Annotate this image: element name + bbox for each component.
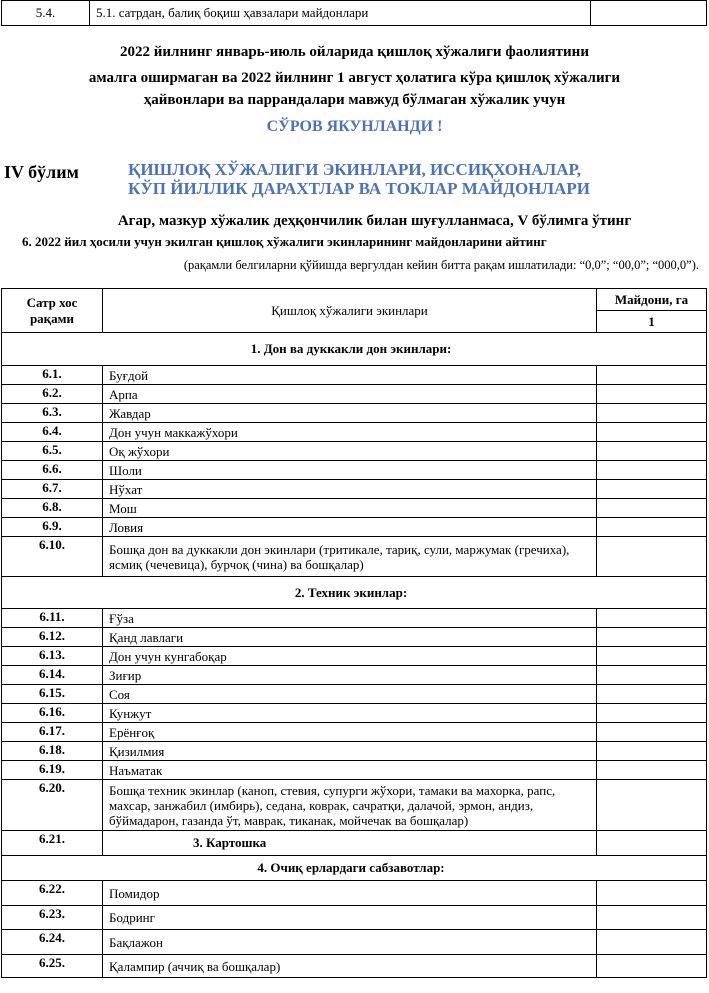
section-title-line-1: ҚИШЛОҚ ХЎЖАЛИГИ ЭКИНЛАРИ, ИССИҚХОНАЛАР,: [128, 160, 581, 179]
section-row: [2, 333, 707, 366]
crop-name: Жавдар: [103, 404, 597, 423]
table-row: [2, 704, 707, 723]
table-row: [2, 930, 707, 955]
area-input[interactable]: [597, 930, 707, 955]
area-input[interactable]: [597, 955, 707, 978]
row-number: 6.1.: [2, 366, 103, 385]
section-heading: 2. Техник экинлар:: [2, 577, 707, 609]
header-col-no: 1: [597, 311, 707, 333]
row-number: 6.18.: [2, 742, 103, 761]
row-number: 6.4.: [2, 423, 103, 442]
crops-table: [1, 288, 707, 978]
table-row: [2, 385, 707, 404]
header-area: Майдони, га: [597, 289, 707, 311]
crop-name: Қизилмия: [103, 742, 597, 761]
crop-name: Нўхат: [103, 480, 597, 499]
crop-name: Дон учун кунгабоқар: [103, 647, 597, 666]
row-label: 5.1. сатрдан, балиқ боқиш ҳавзалари майдонлари: [90, 1, 591, 26]
section-title-line-2: КЎП ЙИЛЛИК ДАРАХТЛАР ВА ТОКЛАР МАЙДОНЛАРИ: [128, 179, 590, 198]
row-number: 6.17.: [2, 723, 103, 742]
crop-name: 3. Картошка: [103, 831, 597, 856]
crop-name: Помидор: [103, 881, 597, 906]
crop-name: Қалампир (аччиқ ва бошқалар): [103, 955, 597, 978]
table-row: [2, 723, 707, 742]
crop-name: Бақлажон: [103, 930, 597, 955]
notice-line-2: амалга оширмаган ва 2022 йилнинг 1 август ҳолатига кўра қишлоқ хўжалиги: [88, 70, 621, 86]
table-row: [2, 831, 707, 856]
section-heading: 1. Дон ва дуккакли дон экинлари:: [2, 333, 707, 366]
table-row: [2, 404, 707, 423]
crop-name: Кунжут: [103, 704, 597, 723]
crop-name: Соя: [103, 685, 597, 704]
table-row: [2, 955, 707, 978]
area-input[interactable]: [597, 780, 707, 831]
row-number: 6.20.: [2, 780, 103, 831]
row-number: 6.23.: [2, 906, 103, 930]
section-label: IV бўлим: [4, 162, 79, 182]
row-number: 6.7.: [2, 480, 103, 499]
table-row: [2, 881, 707, 906]
notice-line-3: ҳайвонлари ва паррандалари мавжуд бўлмаган хўжалик учун: [143, 92, 566, 108]
row-number: 6.21.: [2, 831, 103, 856]
table-row: [2, 647, 707, 666]
table-row: [2, 518, 707, 537]
section-title: [128, 160, 590, 198]
survey-end: СЎРОВ ЯКУНЛАНДИ !: [266, 118, 443, 135]
crop-name: Зиғир: [103, 666, 597, 685]
area-input[interactable]: [597, 628, 707, 647]
header-code: Сатр хос рақами: [2, 289, 103, 333]
header-crop: Қишлоқ хўжалиги экинлари: [103, 289, 597, 333]
row-number: 6.10.: [2, 537, 103, 577]
crop-name: Қанд лавлаги: [103, 628, 597, 647]
area-input[interactable]: [597, 480, 707, 499]
crop-name: Ерёнғоқ: [103, 723, 597, 742]
note: (рақамли белгиларни қўйишда вергулдан кейин битта рақам ишлатилади: “0,0”; “00,0”; “000,0”).: [183, 258, 699, 272]
crop-name: Бодринг: [103, 906, 597, 930]
crop-name: Дон учун маккажўхори: [103, 423, 597, 442]
table-row: [2, 685, 707, 704]
table-row: [2, 461, 707, 480]
area-input[interactable]: [597, 761, 707, 780]
crop-name: Мош: [103, 499, 597, 518]
row-number: 6.8.: [2, 499, 103, 518]
table-row: [2, 442, 707, 461]
row-number: 6.2.: [2, 385, 103, 404]
table-row: [2, 480, 707, 499]
row-number: 6.24.: [2, 930, 103, 955]
crop-name: Наъматак: [103, 761, 597, 780]
row-number: 6.22.: [2, 881, 103, 906]
area-input[interactable]: [597, 881, 707, 906]
area-input[interactable]: [597, 366, 707, 385]
crop-name: Ловия: [103, 518, 597, 537]
section-heading: 4. Очиқ ерлардаги сабзавотлар:: [2, 856, 707, 881]
area-input[interactable]: [597, 906, 707, 930]
area-input[interactable]: [597, 499, 707, 518]
row-number: 6.6.: [2, 461, 103, 480]
table-row: [2, 423, 707, 442]
section-row: [2, 856, 707, 881]
table-row: [2, 906, 707, 930]
area-input[interactable]: [597, 442, 707, 461]
crop-name: Шоли: [103, 461, 597, 480]
crop-name: Бошқа дон ва дуккакли дон экинлари (тритикале, тариқ, сули, маржумак (гречиха), ясмиқ (чечевица), бурчоқ (чина) ва бошқалар): [103, 537, 597, 577]
area-input[interactable]: [597, 666, 707, 685]
crop-name: Бошқа техник экинлар (каноп, стевия, супурги жўхори, тамаки ва махорка, рапс, махсар, занжабил (имбирь), седана, коврак, сачратқи, далачой, эрмон, андиз, бўймадарон, газанда ўт, маврак, тиканак, мойчечак ва бошқалар): [103, 780, 597, 831]
table-row: [2, 761, 707, 780]
table-row: [2, 499, 707, 518]
row-number: 6.25.: [2, 955, 103, 978]
table-row: [2, 628, 707, 647]
area-input[interactable]: [597, 404, 707, 423]
area-input[interactable]: [597, 385, 707, 404]
area-input[interactable]: [597, 742, 707, 761]
row-number: 6.14.: [2, 666, 103, 685]
row-number: 6.5.: [2, 442, 103, 461]
area-input[interactable]: [597, 518, 707, 537]
area-input[interactable]: [597, 685, 707, 704]
table-row: [2, 366, 707, 385]
row-number: 6.19.: [2, 761, 103, 780]
area-input[interactable]: [597, 723, 707, 742]
row-number: 6.16.: [2, 704, 103, 723]
row-number: 6.15.: [2, 685, 103, 704]
previous-row-table: [1, 0, 707, 26]
row-number: 6.9.: [2, 518, 103, 537]
area-input[interactable]: [597, 423, 707, 442]
row-number: 6.3.: [2, 404, 103, 423]
area-input[interactable]: [597, 537, 707, 577]
row-number: 6.13.: [2, 647, 103, 666]
crop-name: Арпа: [103, 385, 597, 404]
area-input[interactable]: [597, 647, 707, 666]
instruction: Агар, мазкур хўжалик деҳқончилик билан шуғулланмаса, V бўлимга ўтинг: [117, 213, 632, 229]
table-row: [2, 666, 707, 685]
row-number: 6.11.: [2, 609, 103, 628]
crop-name: Ғўза: [103, 609, 597, 628]
area-input[interactable]: [597, 461, 707, 480]
area-input[interactable]: [591, 1, 707, 26]
table-row: [2, 742, 707, 761]
crop-name: Буғдой: [103, 366, 597, 385]
table-row: [2, 609, 707, 628]
table-row: [2, 537, 707, 577]
notice-line-1: 2022 йилнинг январь-июль ойларида қишлоқ хўжалиги фаолиятини: [120, 44, 589, 60]
area-input[interactable]: [597, 831, 707, 856]
area-input[interactable]: [597, 609, 707, 628]
section-row: [2, 577, 707, 609]
area-input[interactable]: [597, 704, 707, 723]
row-number: 6.12.: [2, 628, 103, 647]
crop-name: Оқ жўхори: [103, 442, 597, 461]
question: 6. 2022 йил ҳосили учун экилган қишлоқ хўжалиги экинларининг майдонларини айтинг: [22, 234, 547, 249]
table-row: [2, 780, 707, 831]
row-number: 5.4.: [2, 1, 90, 26]
